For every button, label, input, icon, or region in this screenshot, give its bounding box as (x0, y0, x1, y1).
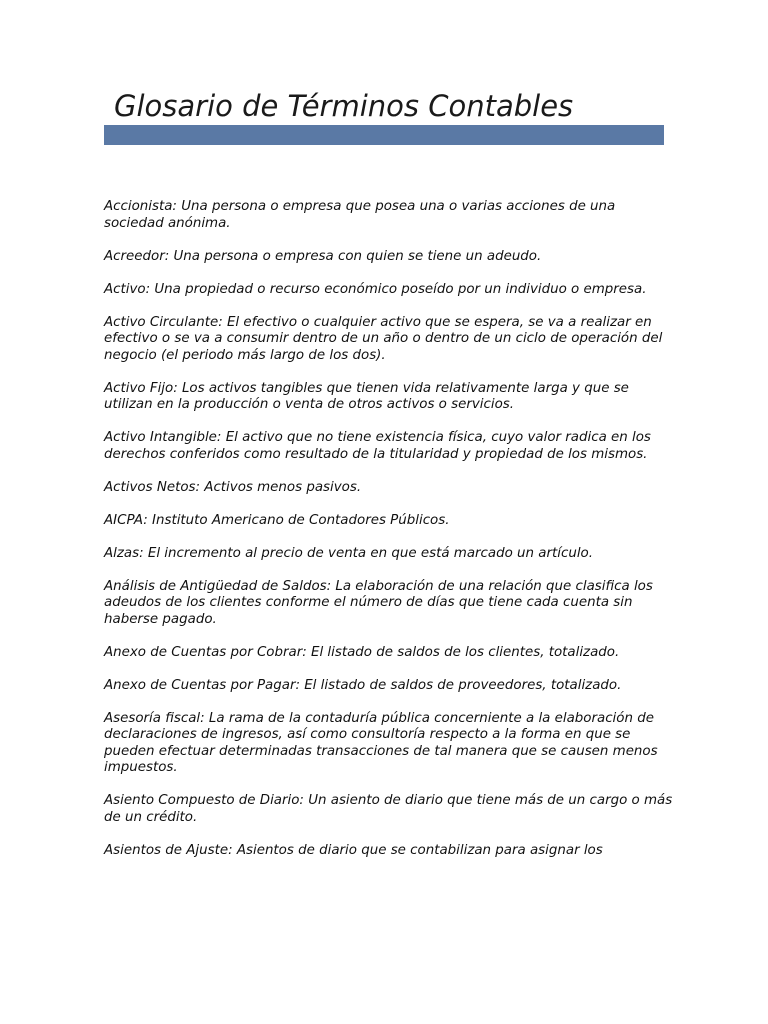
glossary-entry: Asiento Compuesto de Diario: Un asiento de diario que tiene más de un cargo o más de un crédito. (104, 793, 673, 825)
glossary-entry: Activo Fijo: Los activos tangibles que tienen vida relativamente larga y que se utilizan en la producción o venta de otros activos o servicios. (104, 380, 629, 412)
glossary-entry: Asientos de Ajuste: Asientos de diario que se contabilizan para asignar los (104, 842, 603, 858)
title-accent-bar (104, 125, 664, 145)
glossary-entry: Anexo de Cuentas por Cobrar: El listado de saldos de los clientes, totalizado. (104, 644, 620, 660)
glossary-entry: Alzas: El incremento al precio de venta en que está marcado un artículo. (104, 545, 593, 561)
glossary-entry: Accionista: Una persona o empresa que posea una o varias acciones de una sociedad anónima. (104, 199, 616, 231)
glossary-entry: AICPA: Instituto Americano de Contadores Públicos. (104, 512, 450, 528)
glossary-entry: Activo: Una propiedad o recurso económico poseído por un individuo o empresa. (104, 281, 647, 297)
glossary-entry: Anexo de Cuentas por Pagar: El listado de saldos de proveedores, totalizado. (104, 677, 622, 693)
glossary-entry: Activos Netos: Activos menos pasivos. (104, 479, 362, 495)
document-title: Glosario de Términos Contables (114, 89, 574, 123)
glossary-entry: Activo Circulante: El efectivo o cualquier activo que se espera, se va a realizar en efectivo o se va a consumir dentro de un año o dentro de un ciclo de operación del negocio (el periodo más largo de los dos). (104, 314, 663, 363)
glossary-entry: Análisis de Antigüedad de Saldos: La elaboración de una relación que clasifica los adeudos de los clientes conforme el número de días que tiene cada cuenta sin haberse pagado. (104, 578, 653, 627)
glossary-entry: Acreedor: Una persona o empresa con quien se tiene un adeudo. (104, 248, 542, 264)
glossary-list (104, 199, 674, 876)
glossary-entry: Activo Intangible: El activo que no tiene existencia física, cuyo valor radica en los derechos conferidos como resultado de la titularidad y propiedad de los mismos. (104, 430, 651, 462)
glossary-entry: Asesoría fiscal: La rama de la contaduría pública concerniente a la elaboración de declaraciones de ingresos, así como consultoría respecto a la forma en que se pueden efectuar determinadas transacciones de tal manera que se causen menos impuestos. (104, 710, 658, 775)
